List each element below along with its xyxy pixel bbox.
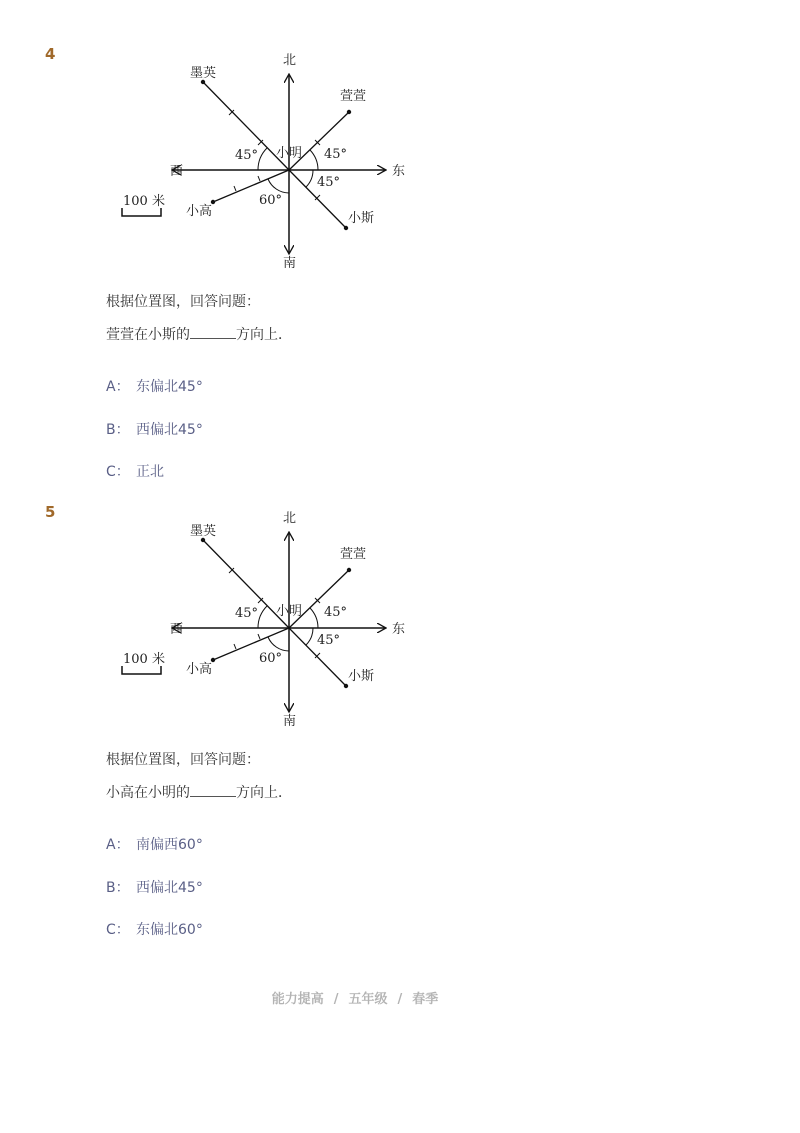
question-stem: 萱萱在小斯的 方向上． [106, 327, 292, 343]
angle-ne: 45° [324, 147, 348, 162]
scale-label: 100 米 [123, 194, 165, 209]
footer-course: 能力提高 [271, 992, 324, 1007]
label-north: 北 [283, 511, 297, 526]
option-b[interactable]: B： 西偏北45° [106, 422, 203, 438]
arc-sw [268, 637, 289, 651]
point-xuanxuan [347, 110, 351, 114]
option-a[interactable]: A： 东偏北45° [106, 379, 203, 395]
option-a[interactable]: A： 南偏西60° [106, 837, 203, 853]
label-east: 东 [392, 622, 406, 637]
scale-bar [122, 666, 161, 674]
point-xiaosi [344, 684, 348, 688]
answer-blank [190, 326, 236, 339]
option-c[interactable]: C： 正北 [106, 464, 164, 480]
question-intro: 根据位置图，回答问题： [106, 294, 260, 310]
arc-nw [258, 148, 267, 170]
question-number: 5 [45, 503, 56, 521]
angle-sw: 60° [259, 193, 283, 208]
label-xiaogao: 小高 [186, 662, 213, 677]
angle-sw: 60° [259, 651, 283, 666]
label-xiaosi: 小斯 [348, 669, 375, 684]
point-xiaosi [344, 226, 348, 230]
scale-label: 100 米 [123, 652, 165, 667]
label-moying: 墨英 [190, 66, 217, 81]
arc-ne [310, 150, 318, 170]
scale-bar [122, 208, 161, 216]
footer-season: 春季 [412, 992, 439, 1007]
option-c[interactable]: C： 东偏北60° [106, 922, 203, 938]
question-number: 4 [45, 45, 56, 63]
angle-nw: 45° [235, 606, 259, 621]
label-xuanxuan: 萱萱 [340, 547, 367, 562]
angle-nw: 45° [235, 148, 259, 163]
label-west: 西 [170, 164, 184, 179]
label-north: 北 [283, 53, 297, 68]
footer-separator: / [397, 992, 403, 1007]
arc-nw [258, 606, 267, 628]
angle-se: 45° [317, 175, 341, 190]
position-diagram [110, 45, 420, 275]
label-east: 东 [392, 164, 406, 179]
question-stem: 小高在小明的 方向上． [106, 785, 292, 801]
label-west: 西 [170, 622, 184, 637]
label-xuanxuan: 萱萱 [340, 89, 367, 104]
label-center: 小明 [276, 146, 303, 161]
page-footer [0, 988, 710, 1007]
label-xiaosi: 小斯 [348, 211, 375, 226]
option-b[interactable]: B： 西偏北45° [106, 880, 203, 896]
arc-se [306, 628, 313, 645]
arc-se [306, 170, 313, 187]
question-intro: 根据位置图，回答问题： [106, 752, 260, 768]
angle-ne: 45° [324, 605, 348, 620]
position-diagram [110, 503, 420, 733]
footer-grade: 五年级 [348, 992, 388, 1007]
arc-ne [310, 608, 318, 628]
label-south: 南 [283, 256, 297, 271]
footer-separator: / [333, 992, 339, 1007]
arc-sw [268, 179, 289, 193]
label-moying: 墨英 [190, 524, 217, 539]
label-center: 小明 [276, 604, 303, 619]
angle-se: 45° [317, 633, 341, 648]
label-xiaogao: 小高 [186, 204, 213, 219]
label-south: 南 [283, 714, 297, 729]
point-xuanxuan [347, 568, 351, 572]
answer-blank [190, 784, 236, 797]
